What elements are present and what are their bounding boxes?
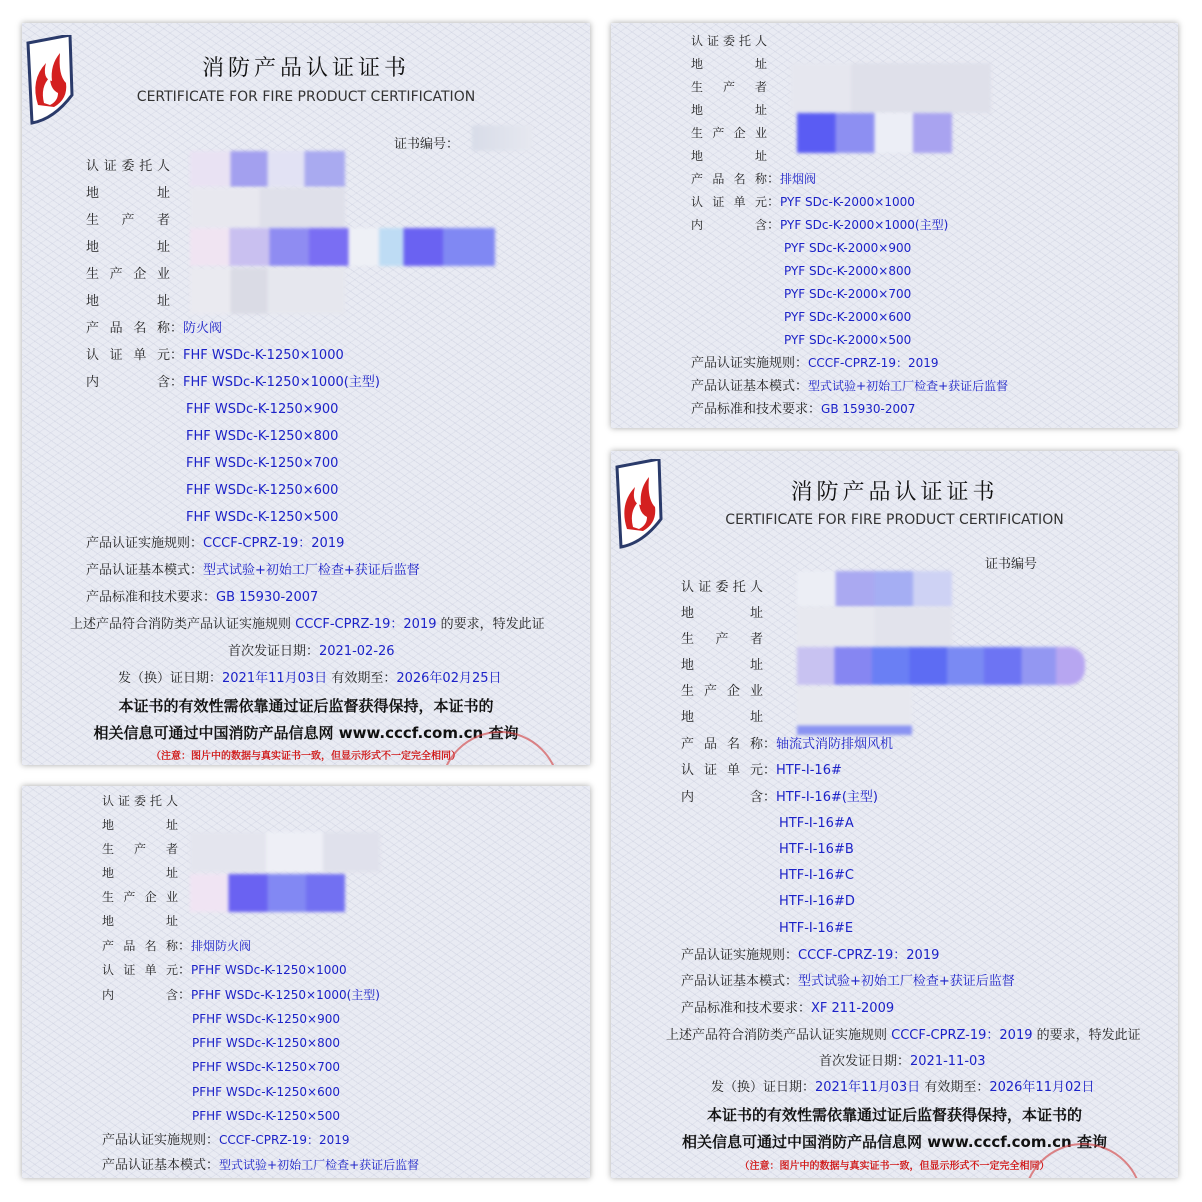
standard-row: 产品标准和技术要求：XF 211-2009 xyxy=(681,1001,895,1016)
factory-address-row: 地址 xyxy=(102,914,178,928)
unit-value: FHF WSDc-K-1250×1000 xyxy=(183,348,344,363)
mode-row: 产品认证基本模式：型式试验+初始工厂检查+获证后监督 xyxy=(681,974,1015,989)
product-name-row: 产品名称：排烟防火阀 xyxy=(102,939,252,954)
content-row: 内含：PFHF WSDc-K-1250×1000(主型) xyxy=(102,988,380,1003)
content-row-1: PYF SDc-K-2000×900 xyxy=(784,241,912,255)
content-value-0: PYF SDc-K-2000×1000(主型) xyxy=(780,218,949,232)
mode-row: 产品认证基本模式：型式试验+初始工厂检查+获证后监督 xyxy=(102,1158,420,1173)
redacted-client xyxy=(797,571,952,607)
redacted-producer xyxy=(190,832,380,872)
content-row-3: HTF-I-16#C xyxy=(779,868,854,883)
content-row-5: PFHF WSDc-K-1250×500 xyxy=(192,1109,340,1123)
content-value-0: FHF WSDc-K-1250×1000(主型) xyxy=(183,375,380,390)
mode-row: 产品认证基本模式：型式试验+初始工厂检查+获证后监督 xyxy=(86,563,420,578)
product-name-value: 排烟防火阀 xyxy=(191,939,252,953)
certificate-number-label: 证书编号 xyxy=(985,557,1038,572)
producer-address-row: 地址 xyxy=(681,658,763,673)
producer-address-row: 地址 xyxy=(102,866,178,880)
content-row-1: PFHF WSDc-K-1250×900 xyxy=(192,1012,340,1026)
standard-row: 产品标准和技术要求：GB 15930-2007 xyxy=(86,590,319,605)
first-issue-row: 首次发证日期：2021-11-03 xyxy=(819,1054,986,1069)
rule-row: 产品认证实施规则：CCCF-CPRZ-19：2019 xyxy=(86,536,345,551)
redacted-address xyxy=(797,607,952,647)
redacted-producer xyxy=(791,63,991,113)
factory-address-row: 地址 xyxy=(86,294,170,309)
product-name-row: 产品名称：防火阀 xyxy=(86,321,223,336)
content-row-3: PYF SDc-K-2000×700 xyxy=(784,287,912,301)
certificate-panel-smoke-exhaust-valve xyxy=(611,23,1178,428)
content-row: 内含：PYF SDc-K-2000×1000(主型) xyxy=(691,218,949,233)
factory-row: 生产企业 xyxy=(102,890,178,904)
disclaimer-note: （注意：图片中的数据与真实证书一致，但显示形式不一定完全相同） xyxy=(739,1161,1050,1172)
unit-row: 认证单元：PYF SDc-K-2000×1000 xyxy=(691,195,915,210)
content-row-3: FHF WSDc-K-1250×700 xyxy=(186,456,339,471)
content-row-1: HTF-I-16#A xyxy=(779,816,854,831)
validity-notice-line-2: 相关信息可通过中国消防产品信息网 www.cccf.com.cn 查询 xyxy=(682,1133,1107,1151)
validity-notice-line-2: 相关信息可通过中国消防产品信息网 www.cccf.com.cn 查询 xyxy=(93,724,519,742)
content-value-0: PFHF WSDc-K-1250×1000(主型) xyxy=(191,988,380,1002)
redacted-certificate-number xyxy=(472,125,532,151)
conformity-statement: 上述产品符合消防类产品认证实施规则 CCCF-CPRZ-19：2019 的要求，特发此证 xyxy=(666,1028,1141,1043)
certificate-panel-fire-damper xyxy=(22,23,590,765)
content-row-2: HTF-I-16#B xyxy=(779,842,854,857)
product-name-row: 产品名称：轴流式消防排烟风机 xyxy=(681,737,894,752)
redacted-factory xyxy=(797,687,912,735)
redacted-factory xyxy=(190,874,345,912)
product-name-value: 轴流式消防排烟风机 xyxy=(776,737,894,752)
certificate-subtitle: CERTIFICATE FOR FIRE PRODUCT CERTIFICATION xyxy=(725,512,1064,528)
content-row-4: HTF-I-16#D xyxy=(779,894,855,909)
unit-value: PFHF WSDc-K-1250×1000 xyxy=(191,963,347,977)
content-row-2: FHF WSDc-K-1250×800 xyxy=(186,429,339,444)
rule-row: 产品认证实施规则：CCCF-CPRZ-19：2019 xyxy=(102,1133,350,1148)
factory-row: 生产企业 xyxy=(86,267,170,282)
client-address-row: 地址 xyxy=(86,186,170,201)
producer-row: 生产者 xyxy=(681,632,763,647)
validity-notice-line-1: 本证书的有效性需依靠通过证后监督获得保持，本证书的 xyxy=(706,1106,1082,1124)
product-name-value: 排烟阀 xyxy=(780,172,817,186)
redacted-address xyxy=(190,188,345,228)
redacted-factory xyxy=(797,113,952,153)
certificate-panel-axial-smoke-fan xyxy=(611,451,1178,1178)
certificate-title: 消防产品认证证书 xyxy=(201,56,410,81)
content-row-4: PFHF WSDc-K-1250×600 xyxy=(192,1085,340,1099)
first-issue-row: 首次发证日期：2021-02-26 xyxy=(228,644,395,659)
content-row-4: FHF WSDc-K-1250×600 xyxy=(186,483,339,498)
certificate-number-label: 证书编号： xyxy=(394,137,460,152)
client-row: 认证委托人 xyxy=(681,580,763,595)
producer-address-row: 地址 xyxy=(691,103,767,117)
redacted-client xyxy=(190,151,345,187)
unit-row: 认证单元：PFHF WSDc-K-1250×1000 xyxy=(102,963,347,978)
certificate-title: 消防产品认证证书 xyxy=(790,480,999,505)
producer-row: 生产者 xyxy=(102,842,178,856)
issue-validity-row: 发（换）证日期：2021年11月03日 有效期至：2026年11月02日 xyxy=(711,1080,1095,1095)
disclaimer-note: （注意：图片中的数据与真实证书一致，但显示形式不一定完全相同） xyxy=(151,751,461,762)
content-row-2: PYF SDc-K-2000×800 xyxy=(784,264,912,278)
producer-row: 生产者 xyxy=(86,213,170,228)
content-row-4: PYF SDc-K-2000×600 xyxy=(784,310,912,324)
unit-value: HTF-I-16# xyxy=(776,763,842,778)
content-row-5: HTF-I-16#E xyxy=(779,921,854,936)
validity-notice-line-1: 本证书的有效性需依靠通过证后监督获得保持，本证书的 xyxy=(118,697,494,715)
client-row: 认证委托人 xyxy=(86,159,170,174)
rule-row: 产品认证实施规则：CCCF-CPRZ-19：2019 xyxy=(691,356,939,371)
redacted-producer-address xyxy=(190,228,495,266)
producer-address-row: 地址 xyxy=(86,240,170,255)
product-name-row: 产品名称：排烟阀 xyxy=(691,172,817,187)
certificate-subtitle: CERTIFICATE FOR FIRE PRODUCT CERTIFICATION xyxy=(136,89,476,105)
mode-row: 产品认证基本模式：型式试验+初始工厂检查+获证后监督 xyxy=(691,379,1009,394)
factory-address-row: 地址 xyxy=(681,710,763,725)
unit-value: PYF SDc-K-2000×1000 xyxy=(780,195,915,209)
certificate-panel-smoke-fire-damper xyxy=(22,786,590,1178)
unit-row: 认证单元：FHF WSDc-K-1250×1000 xyxy=(86,348,344,363)
standard-row: 产品标准和技术要求：GB 15930-2007 xyxy=(691,402,916,417)
product-name-value: 防火阀 xyxy=(183,321,223,336)
content-row-5: PYF SDc-K-2000×500 xyxy=(784,333,912,347)
client-row: 认证委托人 xyxy=(102,794,178,808)
client-address-row: 地址 xyxy=(102,818,178,832)
content-row: 内含：FHF WSDc-K-1250×1000(主型) xyxy=(86,375,380,390)
content-row: 内含：HTF-I-16#(主型) xyxy=(681,790,879,805)
factory-row: 生产企业 xyxy=(691,126,767,140)
client-row: 认证委托人 xyxy=(691,34,767,48)
producer-row: 生产者 xyxy=(691,80,767,94)
content-row-2: PFHF WSDc-K-1250×800 xyxy=(192,1036,340,1050)
client-address-row: 地址 xyxy=(691,57,767,71)
issue-validity-row: 发（换）证日期：2021年11月03日 有效期至：2026年02月25日 xyxy=(118,671,502,686)
redacted-producer-address xyxy=(797,647,1085,685)
factory-row: 生产企业 xyxy=(681,684,763,699)
content-value-0: HTF-I-16#(主型) xyxy=(776,790,879,805)
content-row-1: FHF WSDc-K-1250×900 xyxy=(186,402,339,417)
redacted-factory xyxy=(190,268,345,314)
content-row-5: FHF WSDc-K-1250×500 xyxy=(186,510,339,525)
client-address-row: 地址 xyxy=(681,606,763,621)
rule-row: 产品认证实施规则：CCCF-CPRZ-19：2019 xyxy=(681,948,940,963)
unit-row: 认证单元：HTF-I-16# xyxy=(681,763,842,778)
conformity-statement: 上述产品符合消防类产品认证实施规则 CCCF-CPRZ-19：2019 的要求，特发此证 xyxy=(70,617,545,632)
factory-address-row: 地址 xyxy=(691,149,767,163)
content-row-3: PFHF WSDc-K-1250×700 xyxy=(192,1060,340,1074)
